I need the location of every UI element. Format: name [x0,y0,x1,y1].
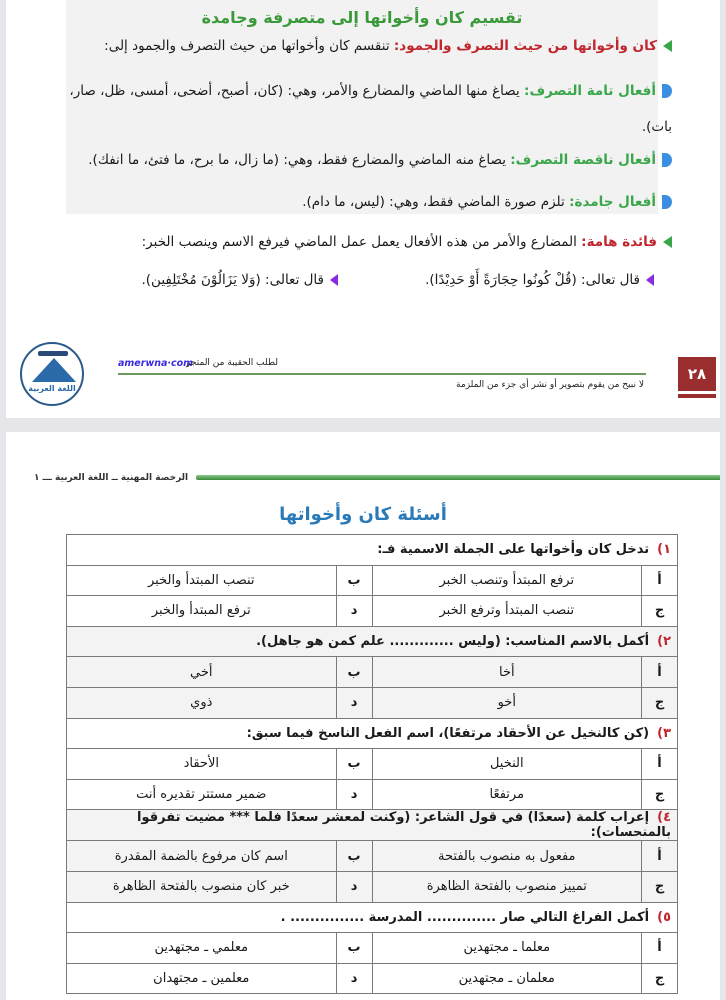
question-text: (كن كالنخيل عن الأحقاد مرتفعًا)، اسم الفعل الناسخ فيما سبق: [246,725,650,741]
answer-option[interactable]: معلمي ـ مجتهدين [67,933,337,964]
answer-option[interactable]: تنصب المبتدأ وترفع الخبر [372,596,642,627]
logo-triangle-icon [32,358,76,382]
options-row [67,933,678,964]
answer-option[interactable]: مرتفعًا [372,779,642,810]
item-complete-conjugation [58,73,672,145]
intro-text: تنقسم كان وأخواتها من حيث التصرف والجمود إلى: [104,38,394,54]
answer-option[interactable]: أخو [372,687,642,718]
option-letter: ج [642,779,678,810]
question-number: ٢) [657,634,671,650]
footer-credit: لطلب الحقيبة من المتجر [186,358,278,368]
circle-bullet-icon [662,195,672,209]
answer-option[interactable]: النخيل [372,749,642,780]
option-letter: ب [336,657,372,688]
option-letter: أ [642,657,678,688]
options-row [67,779,678,810]
circle-bullet-icon [662,84,672,98]
options-row [67,565,678,596]
answer-option[interactable]: تنصب المبتدأ والخبر [67,565,337,596]
questions-page [6,432,720,1000]
circle-bullet-icon [662,153,672,167]
option-letter: ج [642,963,678,994]
example-text: قال تعالى: (وَلا يَزَالُوْنَ مُخْتَلِفِين). [141,272,324,288]
option-letter: ج [642,596,678,627]
answer-option[interactable]: الأحقاد [67,749,337,780]
option-letter: د [336,596,372,627]
answer-option[interactable]: تمييز منصوب بالفتحة الظاهرة [372,871,642,902]
option-letter: د [336,871,372,902]
running-header: الرخصة المهنية ــ اللغة العربية ـــ ١ [34,473,189,483]
header-green-bar [196,475,720,480]
question-row [67,810,678,841]
item-rigid [302,194,672,210]
question-cell [67,535,678,566]
question-number: ٥) [657,909,671,925]
page-number: ٢٨ [678,357,716,391]
triangle-bullet-icon [330,274,338,286]
question-number: ٣) [657,725,671,741]
question-number: ١) [657,542,671,558]
options-row [67,841,678,872]
options-row [67,963,678,994]
options-row [67,596,678,627]
note-label: فائدة هامة: [581,234,657,250]
copyright-warning: لا نبيح من يقوم بتصوير أو نشر أي جزء من الملزمة [456,380,644,390]
answer-option[interactable]: ذوي [67,687,337,718]
question-row [67,902,678,933]
option-letter: د [336,779,372,810]
page-28 [6,0,720,418]
answer-option[interactable]: ترفع المبتدأ وتنصب الخبر [372,565,642,596]
answer-option[interactable]: ضمير مستتر تقديره أنت [67,779,337,810]
question-number: ٤) [657,810,671,826]
item-partial-conjugation [88,152,672,168]
answer-option[interactable]: معلمين ـ مجتهدان [67,963,337,994]
question-cell [67,626,678,657]
options-row [67,687,678,718]
option-letter: ب [336,933,372,964]
option-letter: ب [336,841,372,872]
question-text: أكمل بالاسم المناسب: (وليس ............. علم كمن هو جاهل). [256,634,650,650]
triangle-bullet-icon [646,274,654,286]
note-text: المضارع والأمر من هذه الأفعال يعمل عمل الماضي فيرفع الاسم وينصب الخبر: [141,234,582,250]
answer-option[interactable]: اسم كان مرفوع بالضمة المقدرة [67,841,337,872]
section-title: تقسيم كان وأخواتها إلى متصرفة وجامدة [201,8,523,27]
intro-label: كان وأخواتها من حيث التصرف والجمود: [393,38,657,54]
example-2 [141,272,338,288]
logo-text: اللغة العربية [28,384,76,393]
option-letter: أ [642,749,678,780]
item-label: أفعال تامة التصرف: [524,83,656,99]
item-label: أفعال جامدة: [569,194,656,210]
logo [20,342,84,406]
page-title: أسئلة كان وأخواتها [279,504,447,525]
option-letter: أ [642,933,678,964]
example-1 [425,272,654,288]
footer-divider [118,373,646,375]
question-text: تدخل كان وأخواتها على الجملة الاسمية فـ: [377,542,650,558]
important-note [142,234,672,250]
item-label: أفعال ناقصة التصرف: [510,152,656,168]
question-cell [67,718,678,749]
options-row [67,871,678,902]
option-letter: ج [642,687,678,718]
question-text: أكمل الفراغ التالي صار .............. المدرسة ............... . [280,909,650,925]
option-letter: د [336,963,372,994]
option-letter: د [336,687,372,718]
options-row [67,657,678,688]
logo-band [38,351,68,356]
answer-option[interactable]: مفعول به منصوب بالفتحة [372,841,642,872]
question-row [67,626,678,657]
question-text: إعراب كلمة (سعدًا) في قول الشاعر: (وكنت لمعشر سعدًا فلما *** مضيت تفرقوا بالمنحسات): [137,810,671,841]
triangle-bullet-icon [663,40,672,52]
intro-line [104,38,672,54]
item-text: يصاغ منه الماضي والمضارع فقط، وهي: (ما زال، ما برح، ما فتئ، ما انفك). [88,152,511,168]
store-link[interactable]: amerwna·com [118,358,194,369]
item-text: يصاغ منها الماضي والمضارع والأمر، وهي: (كان، أصبح، أضحى، أمسى، ظل، صار، بات). [69,83,672,135]
option-letter: أ [642,565,678,596]
question-row [67,718,678,749]
option-letter: ب [336,749,372,780]
answer-option[interactable]: معلمان ـ مجتهدين [372,963,642,994]
option-letter: ب [336,565,372,596]
item-text: تلزم صورة الماضي فقط، وهي: (ليس، ما دام). [302,194,570,210]
answer-option[interactable]: خبر كان منصوب بالفتحة الظاهرة [67,871,337,902]
question-row [67,535,678,566]
answer-option[interactable]: أخا [372,657,642,688]
example-text: قال تعالى: (قُلْ كُونُوا حِجَارَةً أَوْ حَدِيْدًا). [425,272,640,288]
questions-table [66,534,678,994]
answer-option[interactable]: معلما ـ مجتهدين [372,933,642,964]
answer-option[interactable]: ترفع المبتدأ والخبر [67,596,337,627]
page-number-underline [678,394,716,398]
question-cell [67,902,678,933]
option-letter: ج [642,871,678,902]
options-row [67,749,678,780]
option-letter: أ [642,841,678,872]
triangle-bullet-icon [663,236,672,248]
question-cell [67,810,678,841]
answer-option[interactable]: أخي [67,657,337,688]
